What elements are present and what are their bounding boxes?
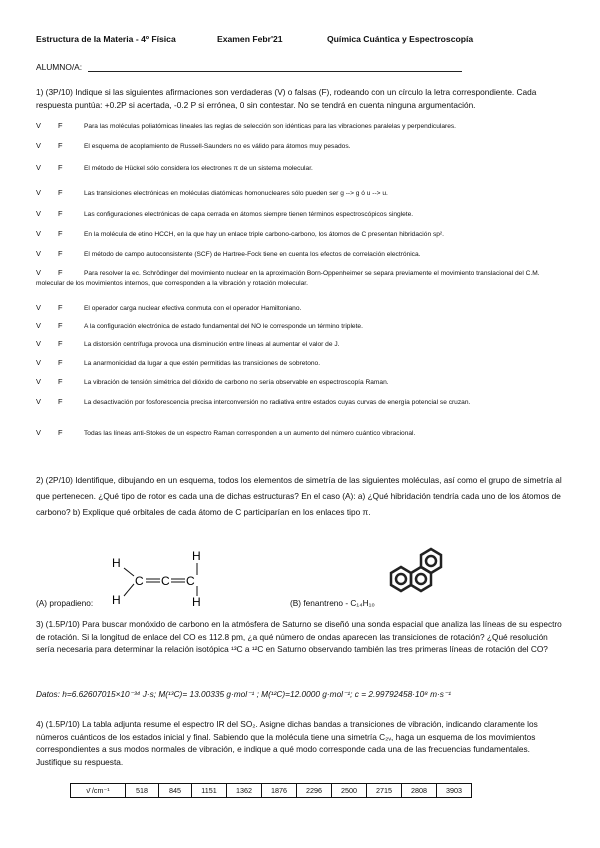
option-f[interactable]: F: [58, 141, 63, 150]
option-f[interactable]: F: [58, 163, 63, 172]
option-f[interactable]: F: [58, 268, 63, 277]
header-course: Estructura de la Materia - 4º Física: [36, 34, 176, 44]
option-v[interactable]: V: [36, 358, 41, 367]
list-item: [36, 358, 556, 369]
ir-spectrum-table: [70, 783, 472, 798]
ring-middle-aromatic: [416, 574, 426, 584]
list-item: [36, 209, 556, 220]
atom-h3: H: [192, 549, 201, 563]
option-v[interactable]: V: [36, 163, 41, 172]
header-exam: Examen Febr'21: [217, 34, 283, 44]
q3-text: 3) (1.5P/10) Para buscar monóxido de carbono en la atmósfera de Saturno se diseñó una sonda espacial que analiza las líneas de su espectro de rotación. Si la longitud de enlace del CO es 112.8 pm, ¿a qué número de ondas aparecen las transiciones de rotación? ¿Qué resolución sería necesaria para determinar la relación isotópica ¹³C a ¹²C en Saturno observando también las tres primeras líneas de rotación del CO?: [36, 619, 562, 655]
list-item: [36, 163, 556, 174]
option-v[interactable]: V: [36, 397, 41, 406]
table-cell: 1362: [227, 784, 262, 798]
option-f[interactable]: F: [58, 358, 63, 367]
label-fenantreno: (B) fenantreno - C₁₄H₁₀: [290, 598, 375, 608]
phenanthrene-structure: [376, 526, 476, 608]
q4-text: 4) (1.5P/10) La tabla adjunta resume el espectro IR del SO₂. Asigne dichas bandas a transiciones de vibración, indicando claramente los números cuánticos de los estados inicial y final. Sabiendo que la molécula tiene una simetría C₂ᵥ, haga un esquema de los movimientos correspondientes a sus modos normales de vibración, e indique a qué modo corresponde cada una de las frecuencias fundamentales. Justifique su respuesta.: [36, 719, 538, 767]
list-item: [36, 141, 556, 152]
list-item: [36, 121, 556, 132]
list-item: [36, 428, 556, 439]
bond-h2-c1: [124, 584, 134, 596]
list-item: [36, 397, 556, 408]
option-f[interactable]: F: [58, 321, 63, 330]
atom-h4: H: [192, 595, 201, 606]
option-f[interactable]: F: [58, 188, 63, 197]
statement-text: El método de campo autoconsistente (SCF) de Hartree-Fock tiene en cuenta los efectos de correlación electrónica.: [84, 251, 421, 258]
atom-h1: H: [112, 556, 121, 570]
ring-top: [421, 549, 441, 573]
ring-left: [391, 567, 411, 591]
atom-c3: C: [186, 574, 195, 588]
option-v[interactable]: V: [36, 188, 41, 197]
option-v[interactable]: V: [36, 377, 41, 386]
list-item: [36, 339, 556, 350]
atom-c2: C: [161, 574, 170, 588]
list-item: [36, 268, 556, 289]
statement-text: El operador carga nuclear efectiva conmuta con el operador Hamiltoniano.: [84, 305, 302, 312]
option-v[interactable]: V: [36, 428, 41, 437]
atom-c1: C: [135, 574, 144, 588]
list-item: [36, 188, 556, 199]
list-item: [36, 321, 556, 332]
list-item: [36, 377, 556, 388]
propadiene-structure: [100, 546, 220, 606]
table-cell: 2296: [297, 784, 332, 798]
bond-h1-c1: [124, 568, 134, 576]
option-v[interactable]: V: [36, 141, 41, 150]
list-item: [36, 303, 556, 314]
table-cell: 518: [126, 784, 159, 798]
option-f[interactable]: F: [58, 229, 63, 238]
statement-text: Las configuraciones electrónicas de capa cerrada en átomos siempre tienen términos espectroscópicos singlete.: [84, 211, 414, 218]
q2-text: 2) (2P/10) Identifique, dibujando en un esquema, todos los elementos de simetría de las siguientes moléculas, así como el grupo de simetría al que pertenecen. ¿Qué tipo de rotor es cada una de dichas estructuras? En el caso (A): a) ¿Qué hibridación tendría cada uno de los átomos de carbono? b) Explique qué orbitales de cada átomo de C participarían en los enlaces tipo π.: [36, 475, 562, 517]
option-f[interactable]: F: [58, 121, 63, 130]
statement-text: El esquema de acoplamiento de Russell-Saunders no es válido para átomos muy pesados.: [84, 143, 351, 150]
statement-text: En la molécula de etino HCCH, en la que hay un enlace triple carbono-carbono, los átomos de C presentan hibridación sp².: [84, 231, 444, 238]
statement-text: Las transiciones electrónicas en moléculas diatómicas homonucleares sólo pueden ser g --> g ó u --> u.: [84, 190, 388, 197]
option-v[interactable]: V: [36, 121, 41, 130]
table-cell: 1151: [192, 784, 227, 798]
option-f[interactable]: F: [58, 377, 63, 386]
table-cell: 1876: [262, 784, 297, 798]
option-v[interactable]: V: [36, 303, 41, 312]
header-subject: Química Cuántica y Espectroscopía: [327, 34, 474, 44]
statement-text: Para las moléculas poliatómicas lineales las reglas de selección son idénticas para las vibraciones paralelas y perpendiculares.: [84, 123, 457, 130]
alumno-name-line: [88, 71, 462, 72]
option-v[interactable]: V: [36, 321, 41, 330]
option-v[interactable]: V: [36, 209, 41, 218]
label-propadieno: (A) propadieno:: [36, 598, 94, 608]
option-v[interactable]: V: [36, 229, 41, 238]
option-f[interactable]: F: [58, 209, 63, 218]
table-cell: 845: [159, 784, 192, 798]
option-v[interactable]: V: [36, 249, 41, 258]
statement-text: Para resolver la ec. Schrödinger del movimiento nuclear en la aproximación Born-Oppenheimer se separa previamente el movimiento translacional del C.M. molecular de los movimientos internos, que corresponden a la vibración y rotación molecular.: [36, 270, 540, 287]
table-cell: 2500: [332, 784, 367, 798]
q3-datos: Datos: h=6.62607015×10⁻³⁴ J·s; M(¹³C)= 13.00335 g·mol⁻¹ ; M(¹²C)=12.0000 g·mol⁻¹; c = 2.99792458·10⁸ m·s⁻¹: [36, 689, 452, 699]
option-v[interactable]: V: [36, 339, 41, 348]
statement-text: La distorsión centrífuga provoca una disminución entre líneas al aumentar el valor de J.: [84, 341, 340, 348]
table-cell: 2808: [402, 784, 437, 798]
table-cell: 3903: [437, 784, 472, 798]
option-v[interactable]: V: [36, 268, 41, 277]
option-f[interactable]: F: [58, 397, 63, 406]
statement-text: La anarmonicidad da lugar a que estén permitidas las transiciones de sobretono.: [84, 360, 321, 367]
table-row: [71, 784, 472, 798]
statement-text: A la configuración electrónica de estado fundamental del NO le corresponde un término triplete.: [84, 323, 363, 330]
option-f[interactable]: F: [58, 428, 63, 437]
option-f[interactable]: F: [58, 303, 63, 312]
statement-text: La desactivación por fosforescencia precisa interconversión no radiativa entre estados cuyas curvas de energía potencial se cruzan.: [84, 399, 471, 406]
list-item: [36, 249, 556, 260]
statement-text: Todas las líneas anti-Stokes de un espectro Raman corresponden a un aumento del número cuántico vibracional.: [84, 430, 416, 437]
option-f[interactable]: F: [58, 249, 63, 258]
list-item: [36, 229, 556, 240]
statement-text: El método de Hückel sólo considera los electrones π de un sistema molecular.: [84, 165, 313, 172]
alumno-label: ALUMNO/A:: [36, 62, 83, 72]
option-f[interactable]: F: [58, 339, 63, 348]
atom-h2: H: [112, 593, 121, 606]
ring-left-aromatic: [396, 574, 406, 584]
table-header-cell: ν̄ /cm⁻¹: [71, 784, 126, 798]
table-cell: 2715: [367, 784, 402, 798]
statement-text: La vibración de tensión simétrica del dióxido de carbono no sería observable en espectroscopía Raman.: [84, 379, 389, 386]
ring-top-aromatic: [426, 556, 436, 566]
q1-intro: 1) (3P/10) Indique si las siguientes afirmaciones son verdaderas (V) o falsas (F), rodeando con un círculo la letra correspondiente. Cada respuesta puntúa: +0.2P si acertada, -0.2 P si errónea, 0 sin contestar. No se tendrá en cuenta ninguna argumentación.: [36, 87, 537, 110]
